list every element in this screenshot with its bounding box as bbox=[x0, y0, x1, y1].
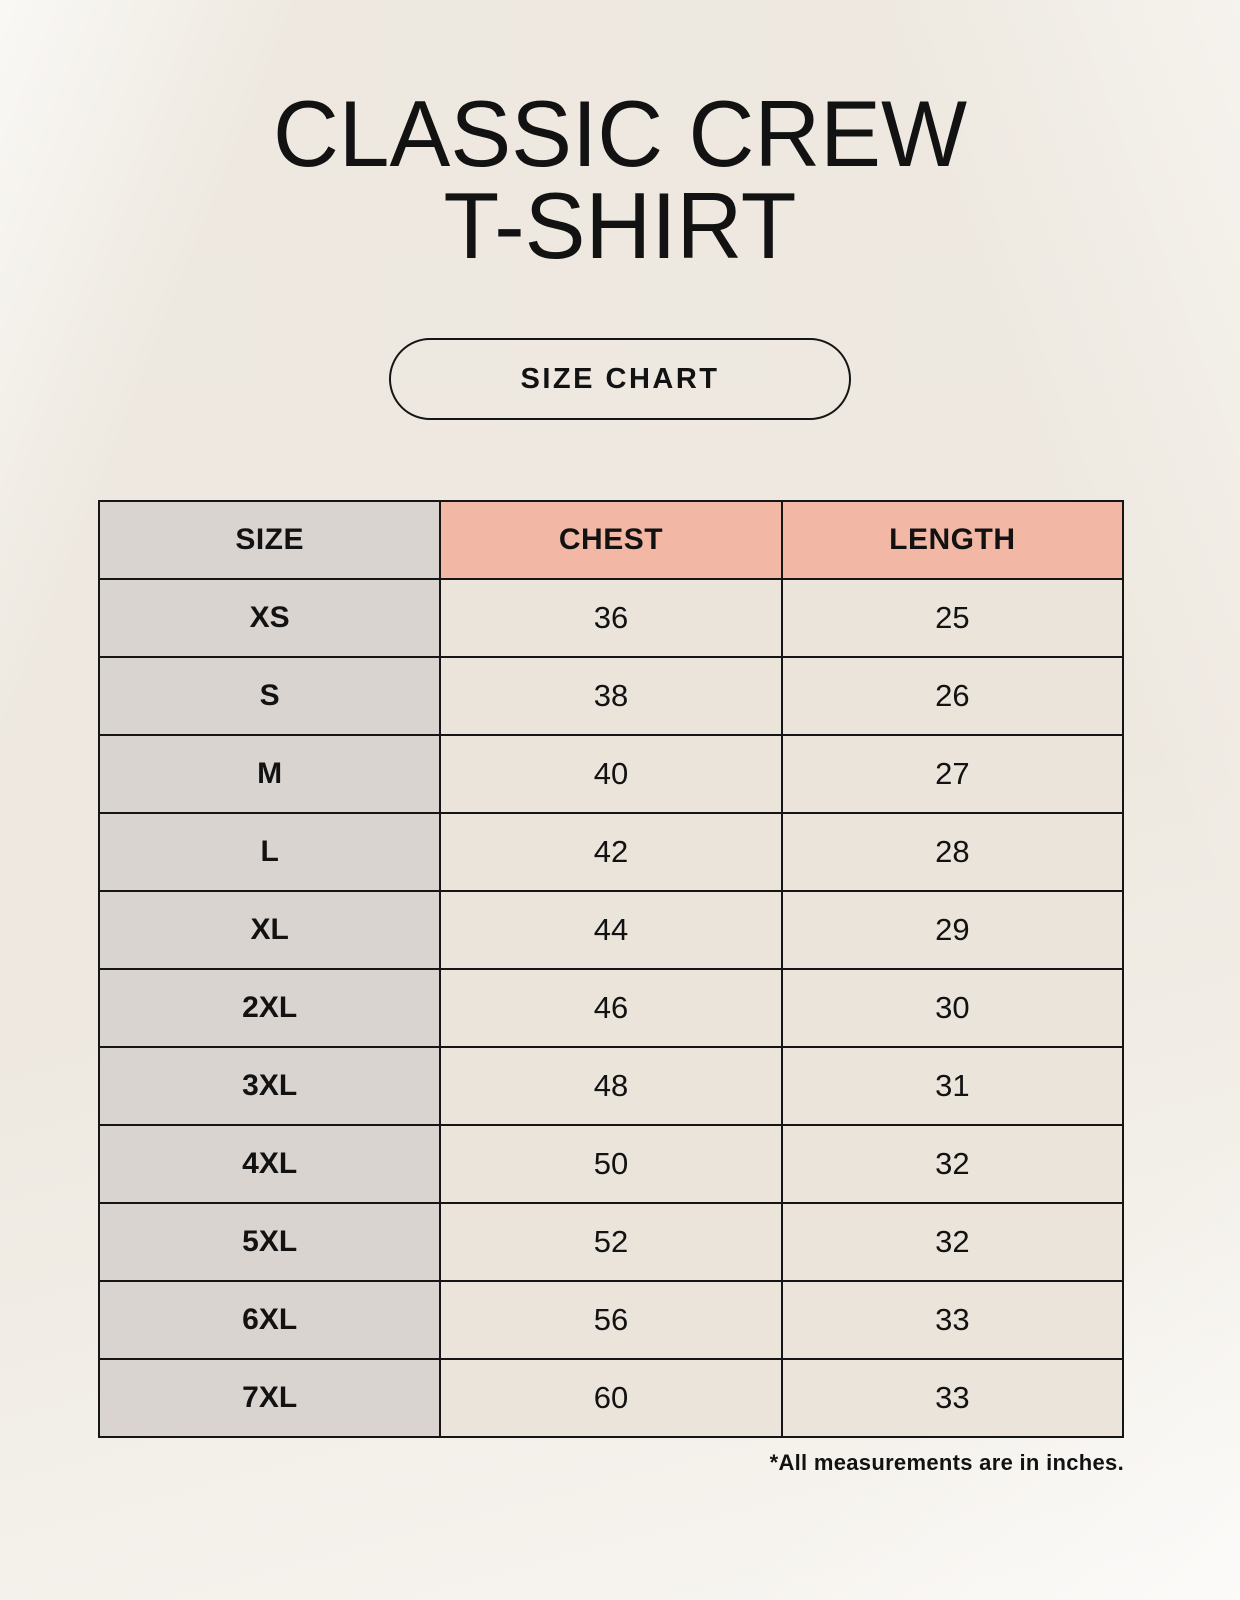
table-row bbox=[99, 969, 1123, 1047]
length-value-cell: 32 bbox=[782, 1203, 1123, 1281]
length-value-cell: 28 bbox=[782, 813, 1123, 891]
size-chart-table-container bbox=[98, 500, 1124, 1438]
length-value-cell: 26 bbox=[782, 657, 1123, 735]
size-label-cell: M bbox=[99, 735, 440, 813]
chest-value-cell: 60 bbox=[440, 1359, 781, 1437]
measurement-footnote: *All measurements are in inches. bbox=[769, 1450, 1124, 1476]
title-line-2: T-SHIRT bbox=[443, 173, 797, 279]
length-value-cell: 33 bbox=[782, 1281, 1123, 1359]
title-line-1: CLASSIC CREW bbox=[272, 81, 968, 186]
size-chart-badge-label: SIZE CHART bbox=[520, 362, 720, 395]
size-label-cell: 6XL bbox=[99, 1281, 440, 1359]
size-label-cell: XL bbox=[99, 891, 440, 969]
chest-value-cell: 46 bbox=[440, 969, 781, 1047]
length-value-cell: 25 bbox=[782, 579, 1123, 657]
length-value-cell: 27 bbox=[782, 735, 1123, 813]
size-chart-table bbox=[98, 500, 1124, 1438]
table-row bbox=[99, 1047, 1123, 1125]
size-label-cell: 3XL bbox=[99, 1047, 440, 1125]
table-row bbox=[99, 579, 1123, 657]
table-row bbox=[99, 1281, 1123, 1359]
column-header-size: SIZE bbox=[99, 501, 440, 579]
table-row bbox=[99, 891, 1123, 969]
length-value-cell: 30 bbox=[782, 969, 1123, 1047]
size-label-cell: S bbox=[99, 657, 440, 735]
table-row bbox=[99, 735, 1123, 813]
size-label-cell: 5XL bbox=[99, 1203, 440, 1281]
header-row bbox=[99, 501, 1123, 579]
column-header-length: LENGTH bbox=[782, 501, 1123, 579]
table-row bbox=[99, 657, 1123, 735]
chest-value-cell: 48 bbox=[440, 1047, 781, 1125]
size-label-cell: L bbox=[99, 813, 440, 891]
chest-value-cell: 44 bbox=[440, 891, 781, 969]
table-row bbox=[99, 1359, 1123, 1437]
table-row bbox=[99, 1203, 1123, 1281]
chest-value-cell: 40 bbox=[440, 735, 781, 813]
table-row bbox=[99, 813, 1123, 891]
chest-value-cell: 52 bbox=[440, 1203, 781, 1281]
size-label-cell: 2XL bbox=[99, 969, 440, 1047]
length-value-cell: 33 bbox=[782, 1359, 1123, 1437]
chest-value-cell: 56 bbox=[440, 1281, 781, 1359]
size-label-cell: XS bbox=[99, 579, 440, 657]
chest-value-cell: 42 bbox=[440, 813, 781, 891]
size-label-cell: 4XL bbox=[99, 1125, 440, 1203]
chest-value-cell: 38 bbox=[440, 657, 781, 735]
size-label-cell: 7XL bbox=[99, 1359, 440, 1437]
table-row bbox=[99, 1125, 1123, 1203]
size-chart-badge bbox=[389, 338, 851, 420]
column-header-chest: CHEST bbox=[440, 501, 781, 579]
chest-value-cell: 36 bbox=[440, 579, 781, 657]
length-value-cell: 31 bbox=[782, 1047, 1123, 1125]
length-value-cell: 32 bbox=[782, 1125, 1123, 1203]
page-title bbox=[19, 81, 1222, 279]
length-value-cell: 29 bbox=[782, 891, 1123, 969]
chest-value-cell: 50 bbox=[440, 1125, 781, 1203]
